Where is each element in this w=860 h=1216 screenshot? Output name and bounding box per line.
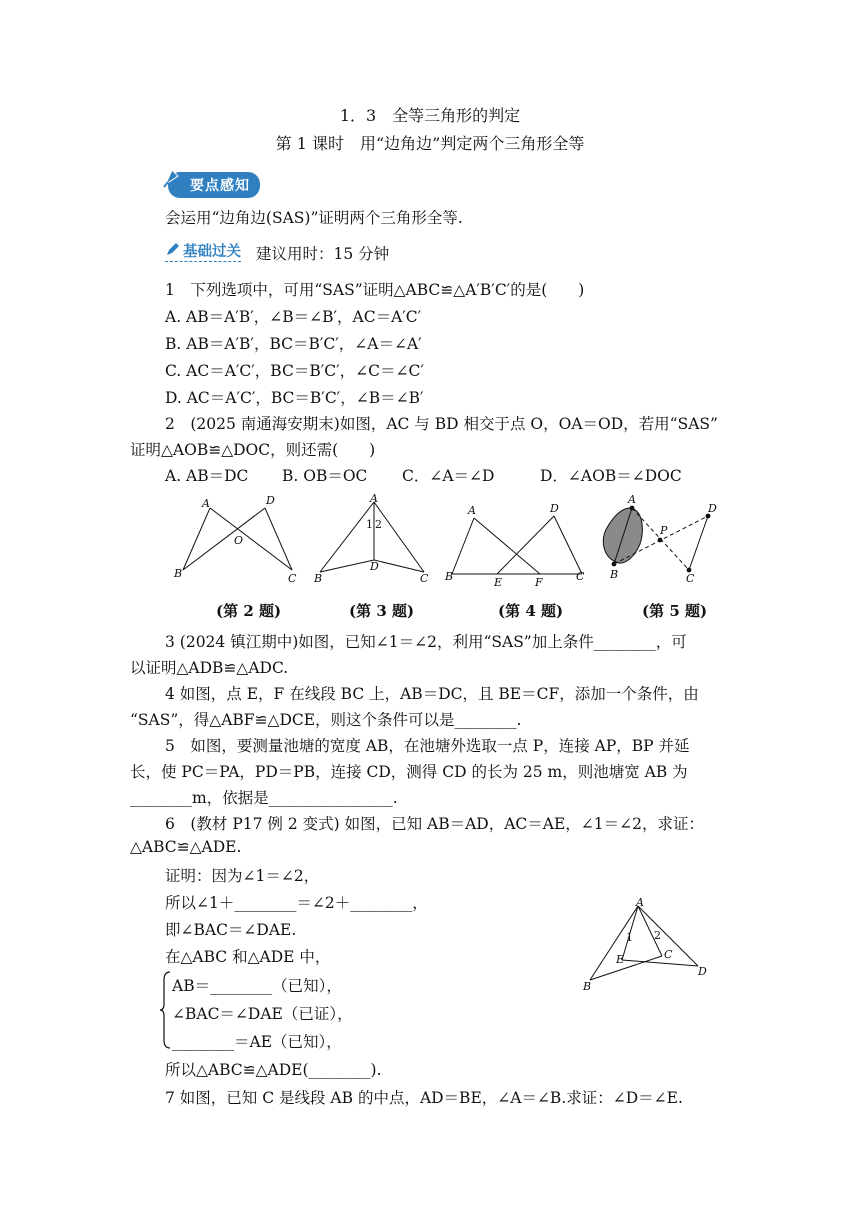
label-B: B bbox=[314, 572, 323, 585]
practice-badge bbox=[165, 240, 241, 262]
label-A: A bbox=[628, 493, 636, 506]
caption-q2: (第 2 题) bbox=[216, 602, 282, 620]
q6-line1: 6 (教材 P17 例 2 变式) 如图，已知 AB＝AD，AC＝AE，∠1＝∠2，求证： bbox=[165, 815, 704, 833]
q6-brace-3: ________＝AE（已知）， bbox=[172, 1033, 342, 1051]
q1-option-b: B. AB＝A′B′，BC＝B′C′，∠A＝∠A′ bbox=[165, 335, 422, 353]
q6-proof-1: 证明：因为∠1＝∠2， bbox=[165, 867, 320, 885]
pin-icon bbox=[162, 166, 184, 188]
figure-q6 bbox=[578, 896, 708, 992]
label-O: O bbox=[234, 534, 244, 547]
figure-q3 bbox=[308, 490, 438, 592]
label-D: D bbox=[266, 494, 275, 507]
label-E: E bbox=[494, 576, 503, 589]
key-points-text: 会运用“边角边(SAS)”证明两个三角形全等. bbox=[165, 209, 463, 227]
label-A: A bbox=[202, 497, 210, 510]
q1-stem: 1 下列选项中，可用“SAS”证明△ABC≌△A′B′C′的是( ) bbox=[165, 281, 585, 299]
q7-line1: 7 如图，已知 C 是线段 AB 的中点，AD＝BE，∠A＝∠B.求证：∠D＝∠E. bbox=[165, 1089, 683, 1107]
label-2: 2 bbox=[654, 929, 661, 942]
label-E: E bbox=[616, 953, 625, 966]
q1-option-a: A. AB＝A′B′，∠B＝∠B′，AC＝A′C′ bbox=[165, 308, 422, 326]
q4-line1: 4 如图，点 E，F 在线段 BC 上，AB＝DC，且 BE＝CF，添加一个条件，由 bbox=[165, 685, 699, 703]
label-D: D bbox=[370, 560, 379, 573]
label-1: 1 bbox=[626, 931, 633, 944]
label-C: C bbox=[686, 572, 695, 585]
label-C: C bbox=[664, 948, 673, 961]
key-points-badge bbox=[168, 172, 260, 198]
q2-option-d: D．∠AOB＝∠DOC bbox=[540, 467, 682, 485]
label-D: D bbox=[698, 965, 707, 978]
label-B: B bbox=[583, 980, 592, 992]
q2-stem-line2: 证明△AOB≌△DOC，则还需( ) bbox=[130, 441, 376, 459]
q2-stem-line1: 2 (2025 南通海安期末)如图，AC 与 BD 相交于点 O，OA＝OD，若用“SAS” bbox=[165, 415, 718, 433]
suggested-time: 建议用时：15 分钟 bbox=[256, 245, 390, 263]
q2-option-b: B. OB＝OC bbox=[282, 467, 368, 485]
section-title: 1．3 全等三角形的判定 bbox=[339, 106, 521, 125]
label-C: C bbox=[420, 572, 429, 585]
label-B: B bbox=[445, 570, 454, 583]
label-C: C bbox=[576, 570, 585, 583]
q5-line2: 长，使 PC＝PA，PD＝PB，连接 CD，测得 CD 的长为 25 m，则池塘宽 AB 为 bbox=[130, 763, 688, 781]
label-B: B bbox=[174, 567, 183, 580]
label-P: P bbox=[660, 524, 668, 537]
q1-option-d: D. AC＝A′C′，BC＝B′C′，∠B＝∠B′ bbox=[165, 389, 424, 407]
figure-q5 bbox=[594, 492, 729, 592]
lesson-title: 第 1 课时 用“边角边”判定两个三角形全等 bbox=[275, 134, 585, 153]
q6-line2: △ABC≌△ADE. bbox=[130, 838, 242, 856]
label-A: A bbox=[370, 492, 378, 505]
q1-option-c: C. AC＝A′C′，BC＝B′C′，∠C＝∠C′ bbox=[165, 362, 424, 380]
q6-proof-4: 在△ABC 和△ADE 中， bbox=[165, 948, 331, 966]
practice-label: 基础过关 bbox=[183, 244, 241, 260]
label-2: 2 bbox=[375, 518, 382, 531]
pencil-icon bbox=[165, 241, 181, 257]
q6-conclusion: 所以△ABC≌△ADE(________). bbox=[165, 1061, 382, 1079]
q6-brace-2: ∠BAC＝∠DAE（已证）， bbox=[172, 1005, 353, 1023]
key-points-label: 要点感知 bbox=[168, 172, 260, 198]
q3-line1: 3 (2024 镇江期中)如图，已知∠1＝∠2，利用“SAS”加上条件________，可 bbox=[165, 633, 687, 651]
brace-icon bbox=[160, 970, 172, 1050]
label-A: A bbox=[468, 504, 476, 517]
figure-q2 bbox=[170, 492, 305, 592]
q6-brace-1: AB＝________（已知）， bbox=[172, 977, 342, 995]
label-C: C bbox=[288, 572, 297, 585]
q5-line1: 5 如图，要测量池塘的宽度 AB，在池塘外选取一点 P，连接 AP，BP 并延 bbox=[165, 737, 690, 755]
figure-q4 bbox=[442, 496, 592, 592]
caption-q3: (第 3 题) bbox=[349, 602, 415, 620]
q6-proof-3: 即∠BAC＝∠DAE. bbox=[165, 921, 297, 939]
q4-line2: “SAS”，得△ABF≌△DCE，则这个条件可以是________. bbox=[130, 711, 522, 729]
q2-option-a: A. AB＝DC bbox=[165, 467, 249, 485]
label-1: 1 bbox=[366, 518, 373, 531]
q6-proof-2: 所以∠1＋________＝∠2＋________， bbox=[165, 894, 428, 912]
label-D: D bbox=[550, 502, 559, 515]
q3-line2: 以证明△ADB≌△ADC. bbox=[130, 659, 289, 677]
label-A: A bbox=[636, 896, 644, 909]
q2-option-c: C．∠A＝∠D bbox=[402, 467, 495, 485]
label-D: D bbox=[708, 502, 717, 515]
label-F: F bbox=[535, 576, 543, 589]
label-B: B bbox=[610, 568, 619, 581]
caption-q4: (第 4 题) bbox=[498, 602, 564, 620]
caption-q5: (第 5 题) bbox=[642, 602, 708, 620]
q5-line3: ________m，依据是________________. bbox=[130, 789, 398, 807]
